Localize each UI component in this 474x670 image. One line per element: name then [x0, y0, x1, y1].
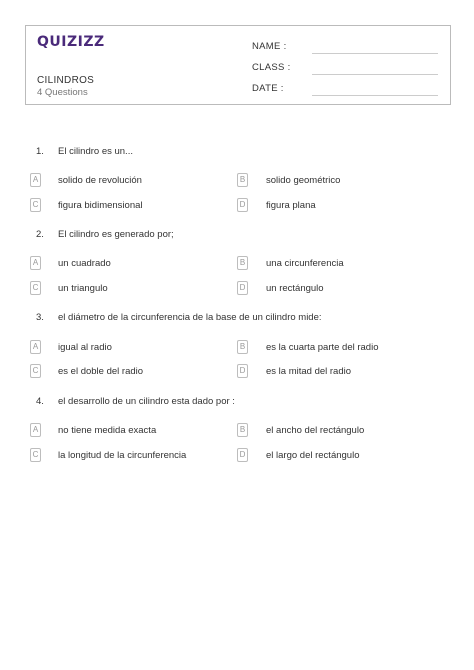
question-text: el desarrollo de un cilindro esta dado por : — [58, 396, 235, 407]
option-letter: C — [30, 198, 41, 212]
question-number: 3. — [36, 312, 44, 323]
option-text: figura bidimensional — [58, 200, 143, 211]
option-text: igual al radio — [58, 342, 112, 353]
name-line — [312, 53, 438, 54]
option-text: una circunferencia — [266, 258, 344, 269]
option-letter: D — [237, 364, 248, 378]
question-text: El cilindro es generado por; — [58, 229, 174, 240]
option-text: es la mitad del radio — [266, 366, 352, 377]
option-text: no tiene medida exacta — [58, 425, 157, 436]
question-4 — [36, 396, 235, 407]
option-text: el largo del rectángulo — [266, 450, 360, 461]
worksheet-header — [25, 25, 451, 105]
class-line — [312, 74, 438, 75]
option-letter: C — [30, 364, 41, 378]
question-text: el diámetro de la circunferencia de la base de un cilindro mide: — [58, 312, 322, 323]
option-letter: B — [237, 173, 248, 187]
option-letter: D — [237, 448, 248, 462]
quizizz-logo: QUIZIZZ — [37, 34, 105, 50]
option-text: solido de revolución — [58, 175, 142, 186]
option-letter: A — [30, 340, 41, 354]
question-2 — [36, 229, 174, 240]
question-count: 4 Questions — [37, 87, 88, 98]
worksheet-title: CILINDROS — [37, 75, 95, 86]
option-letter: A — [30, 256, 41, 270]
option-letter: D — [237, 281, 248, 295]
option-letter: B — [237, 340, 248, 354]
option-letter: C — [30, 281, 41, 295]
question-text: El cilindro es un... — [58, 146, 133, 157]
date-line — [312, 95, 438, 96]
option-letter: B — [237, 256, 248, 270]
name-label: NAME : — [252, 41, 287, 52]
option-letter: B — [237, 423, 248, 437]
option-letter: A — [30, 423, 41, 437]
question-number: 4. — [36, 396, 44, 407]
option-letter: D — [237, 198, 248, 212]
option-text: es el doble del radio — [58, 366, 144, 377]
option-text: el ancho del rectángulo — [266, 425, 365, 436]
option-letter: A — [30, 173, 41, 187]
question-3 — [36, 312, 322, 323]
option-letter: C — [30, 448, 41, 462]
option-text: figura plana — [266, 200, 316, 211]
option-text: un cuadrado — [58, 258, 111, 269]
class-label: CLASS : — [252, 62, 291, 73]
question-number: 1. — [36, 146, 44, 157]
option-text: la longitud de la circunferencia — [58, 450, 187, 461]
option-text: un rectángulo — [266, 283, 324, 294]
option-text: es la cuarta parte del radio — [266, 342, 379, 353]
question-number: 2. — [36, 229, 44, 240]
option-text: solido geométrico — [266, 175, 341, 186]
question-1 — [36, 146, 133, 157]
option-text: un triangulo — [58, 283, 108, 294]
date-label: DATE : — [252, 83, 284, 94]
